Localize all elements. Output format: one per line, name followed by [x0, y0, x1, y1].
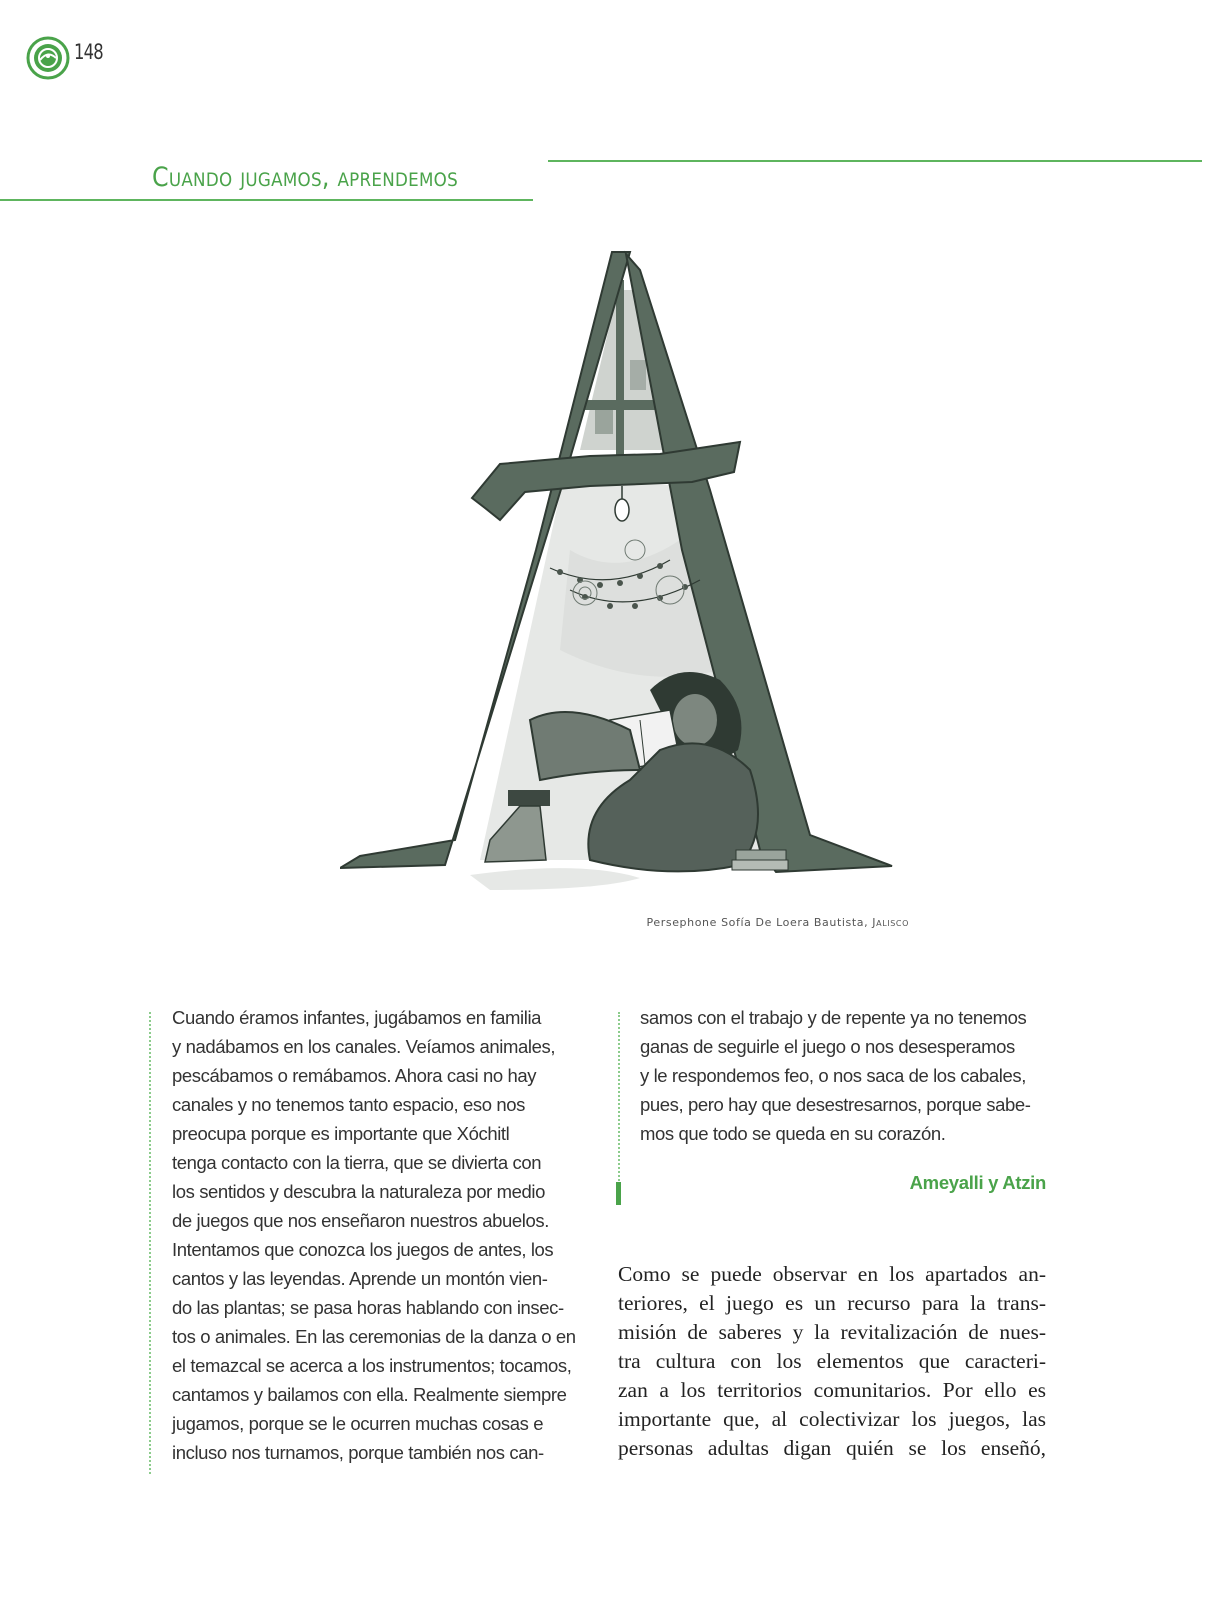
testimony-line: samos con el trabajo y de repente ya no tenemos — [640, 1007, 1027, 1028]
tent-illustration — [340, 250, 905, 910]
testimony-line: los sentidos y descubra la naturaleza por medio — [172, 1181, 546, 1202]
testimony-line: cantos y las leyendas. Aprende un montón vien- — [172, 1268, 548, 1289]
testimony-line: tos o animales. En las ceremonias de la danza o en — [172, 1326, 576, 1347]
testimony-line: jugamos, porque se le ocurren muchas cosas e — [172, 1413, 544, 1434]
body-line: Como se puede observar en los apartados an- — [618, 1262, 1046, 1286]
testimony-line: preocupa porque es importante que Xóchitl — [172, 1123, 510, 1144]
testimony-line: mos que todo se queda en su corazón. — [640, 1123, 946, 1144]
body-paragraph — [618, 1260, 1046, 1463]
testimony-end-marker — [616, 1182, 621, 1205]
illustration-caption — [647, 916, 909, 929]
testimony-signature: Ameyalli y Atzin — [909, 1172, 1046, 1193]
testimony-line: ganas de seguirle el juego o nos desesperamos — [640, 1036, 1015, 1057]
testimony-left-dotted-rule — [149, 1012, 151, 1474]
testimony-line: incluso nos turnamos, porque también nos can- — [172, 1442, 544, 1463]
testimony-line: pescábamos o remábamos. Ahora casi no hay — [172, 1065, 537, 1086]
testimony-right-dotted-rule — [618, 1012, 620, 1192]
header-rule-bottom — [0, 199, 533, 201]
caption-author: Persephone Sofía De Loera Bautista, — [646, 916, 873, 929]
testimony-line: y nadábamos en los canales. Veíamos animales, — [172, 1036, 556, 1057]
testimony-left-column — [172, 1003, 592, 1467]
testimony-line: cantamos y bailamos con ella. Realmente siempre — [172, 1384, 567, 1405]
testimony-line: y le respondemos feo, o nos saca de los cabales, — [640, 1065, 1026, 1086]
body-line: teriores, el juego es un recurso para la trans- — [618, 1291, 1046, 1315]
testimony-line: Cuando éramos infantes, jugábamos en familia — [172, 1007, 542, 1028]
testimony-line: pues, pero hay que desestresarnos, porque sabe- — [640, 1094, 1031, 1115]
body-line: misión de saberes y la revitalización de nues- — [618, 1320, 1046, 1344]
testimony-right-column — [640, 1003, 1050, 1148]
testimony-line: tenga contacto con la tierra, que se divierta con — [172, 1152, 542, 1173]
testimony-line: de juegos que nos enseñaron nuestros abuelos. — [172, 1210, 549, 1231]
testimony-line: do las plantas; se pasa horas hablando con insec- — [172, 1297, 564, 1318]
testimony-line: el temazcal se acerca a los instrumentos; tocamos, — [172, 1355, 572, 1376]
testimony-line: Intentamos que conozca los juegos de antes, los — [172, 1239, 554, 1260]
body-line: tra cultura con los elementos que caracteri- — [618, 1349, 1046, 1373]
header-rule-top — [548, 160, 1202, 162]
testimony-line: canales y no tenemos tanto espacio, eso nos — [172, 1094, 526, 1115]
section-title: Cuando jugamos, aprendemos — [152, 162, 458, 193]
publisher-logo-icon — [26, 36, 70, 80]
caption-state: Jalisco — [872, 916, 909, 929]
page-number: 148 — [74, 40, 103, 64]
body-line: personas adultas digan quién se los enseñó, — [618, 1436, 1046, 1460]
body-line: importante que, al colectivizar los juegos, las — [618, 1407, 1046, 1431]
body-line: zan a los territorios comunitarios. Por ello es — [618, 1378, 1046, 1402]
